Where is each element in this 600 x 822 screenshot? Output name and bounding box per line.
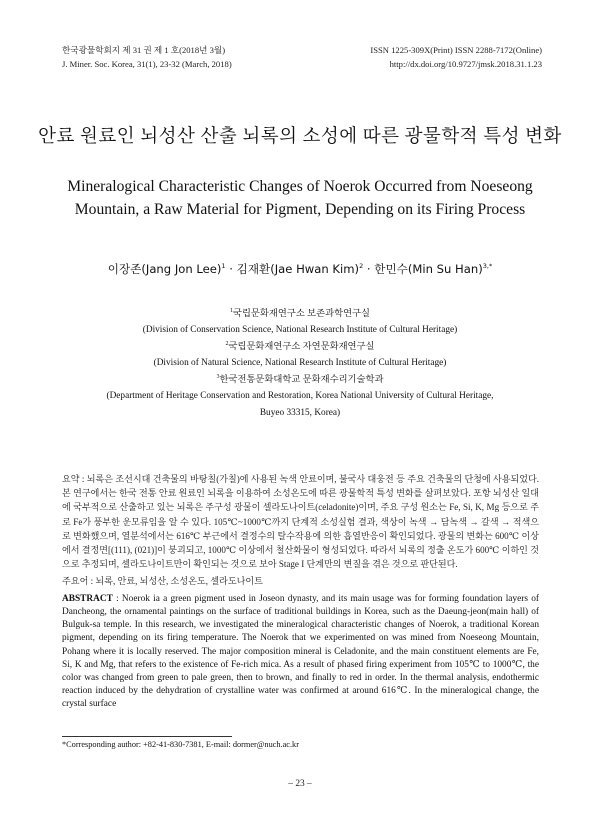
affiliation-name-en: (Department of Heritage Conservation and Restoration, Korea National University of Cultural Heritage,: [106, 391, 494, 402]
affiliation-name-ko: 국립문화재연구소 자연문화재연구실: [228, 342, 375, 352]
affiliation-name-en: (Division of Conservation Science, National Research Institute of Cultural Heritage): [142, 325, 458, 336]
author-affiliation-mark: 2: [359, 262, 364, 270]
affiliation-mark: 2: [225, 341, 229, 347]
abstract-ko-label: 요약 :: [62, 474, 87, 484]
doi-link[interactable]: http://dx.doi.org/10.9727/jmsk.2018.31.1.23: [389, 59, 542, 69]
abstract-korean: [62, 472, 539, 571]
abstract-ko-text: 뇌록은 조선시대 건축물의 바탕칠(가칠)에 사용된 녹색 안료이며, 불국사 대웅전 등 주요 건축물의 단청에 사용되었다. 본 연구에서는 한국 전통 안료 원료인 뇌록을 이용하여 소성온도에 따른 광물학적 특성 변화를 살펴보았다. 포항 뇌성산 일대에 국부적으로 산출하고 있는 뇌록은 주구성 광물이 셀라도나이트(celadonite)이며, 주요 구성 원소는 Fe, Si, K, Mg 등으로 주로 Fe가 풍부한 운모류임을 알 수 있다. 105℃~1000℃까지 단계적 소성실험 결과, 색상이 녹색 → 담녹색 → 갈색 → 적색으로 변화했으며, 열분석에서는 616℃ 부근에서 결정수의 탈수작용에 의한 흡열반응이 확인되었다. 광물의 변화는 600℃ 이상에서 결정면[(111), (021)]이 붕괴되고, 1000℃ 이상에서 철산화물이 형성되었다. 따라서 뇌록의 정출 온도가 600℃ 이하인 것으로 추정되며, 셀라도나이트만이 확인되는 것으로 보아 Stage I 단계만의 변질을 겪은 것으로 판단된다.: [62, 474, 540, 570]
abstract-en-text: : Noerok ia a green pigment used in Joseon dynasty, and its main usage was for forming foundation layers of Dancheong, the ornamental paintings on the surface of traditional buildings in Korea, such as the Daeung-jeon(main hall) of Bulguk-sa temple. In this research, we investigated the mineralogical characteristic changes of Noerok, a traditional Korean pigment, depending on its firing temperature. The Noerok that we experimented on was mined from Noeseong Mountain, Pohang where it is locally reserved. The major composition mineral is Celadonite, and the main constituent elements are Fe, Si, K and Mg, that refers to the existence of Fe-rich mica. As a result of phased firing experiment from 105℃ to 1000℃, the color was changed from green to pale green, then to brown, and finally to red in order. In the thermal analysis, endothermic reaction induced by the dehydration of crystalline water was confirmed at around 616℃. In the mineralogical change, the crystal surface: [62, 594, 539, 710]
page-number: – 23 –: [288, 779, 312, 789]
affiliation-name-ko: 한국전통문화대학교 문화재수리기술학과: [219, 375, 384, 385]
footnote-divider: [62, 736, 232, 737]
abstract-en-label: ABSTRACT: [62, 594, 113, 604]
abstract-english: [62, 593, 539, 711]
affiliation-2: [60, 336, 540, 372]
affiliation-mark: 1: [229, 308, 233, 314]
corresponding-author-footnote: *Corresponding author: +82-41-830-7381, E-mail: dormer@nuch.ac.kr: [62, 740, 299, 749]
issn-line: ISSN 1225-309X(Print) ISSN 2288-7172(Online): [370, 45, 542, 55]
title-english: Mineralogical Characteristic Changes of Noerok Occurred from Noeseong Mountain, a Raw Material for Pigment, Depending on its Firing Process: [67, 178, 533, 218]
running-header-right: [370, 43, 542, 71]
author-affiliation-mark: 1: [221, 262, 226, 270]
journal-volume-ko: 한국광물학회지 제 31 권 제 1 호(2018년 3월): [62, 45, 226, 55]
author-affiliation-mark: 3,*: [482, 262, 493, 270]
keywords-korean: 주요어 : 뇌록, 안료, 뇌성산, 소성온도, 셀라도나이트: [62, 576, 263, 586]
affiliation-3: [60, 369, 540, 421]
title-korean: 안료 원료인 뇌성산 산출 뇌록의 소성에 따른 광물학적 특성 변화: [38, 127, 562, 147]
journal-citation: J. Miner. Soc. Korea, 31(1), 23-32 (March, 2018): [62, 59, 232, 69]
author-name: 한민수(Min Su Han): [374, 262, 483, 276]
affiliation-mark: 3: [216, 374, 220, 380]
author-separator: ·: [225, 262, 237, 276]
affiliation-name-ko: 국립문화재연구소 보존과학연구실: [232, 309, 371, 319]
running-header-left: [62, 43, 232, 71]
affiliation-address-en: Buyeo 33315, Korea): [259, 407, 341, 418]
author-separator: ·: [363, 262, 375, 276]
author-name: 이장존(Jang Jon Lee): [107, 262, 222, 276]
affiliation-name-en: (Division of Natural Science, National Research Institute of Cultural Heritage): [153, 358, 447, 369]
affiliation-1: [60, 303, 540, 339]
author-name: 김재환(Jae Hwan Kim): [236, 262, 360, 276]
author-list: [0, 261, 600, 277]
